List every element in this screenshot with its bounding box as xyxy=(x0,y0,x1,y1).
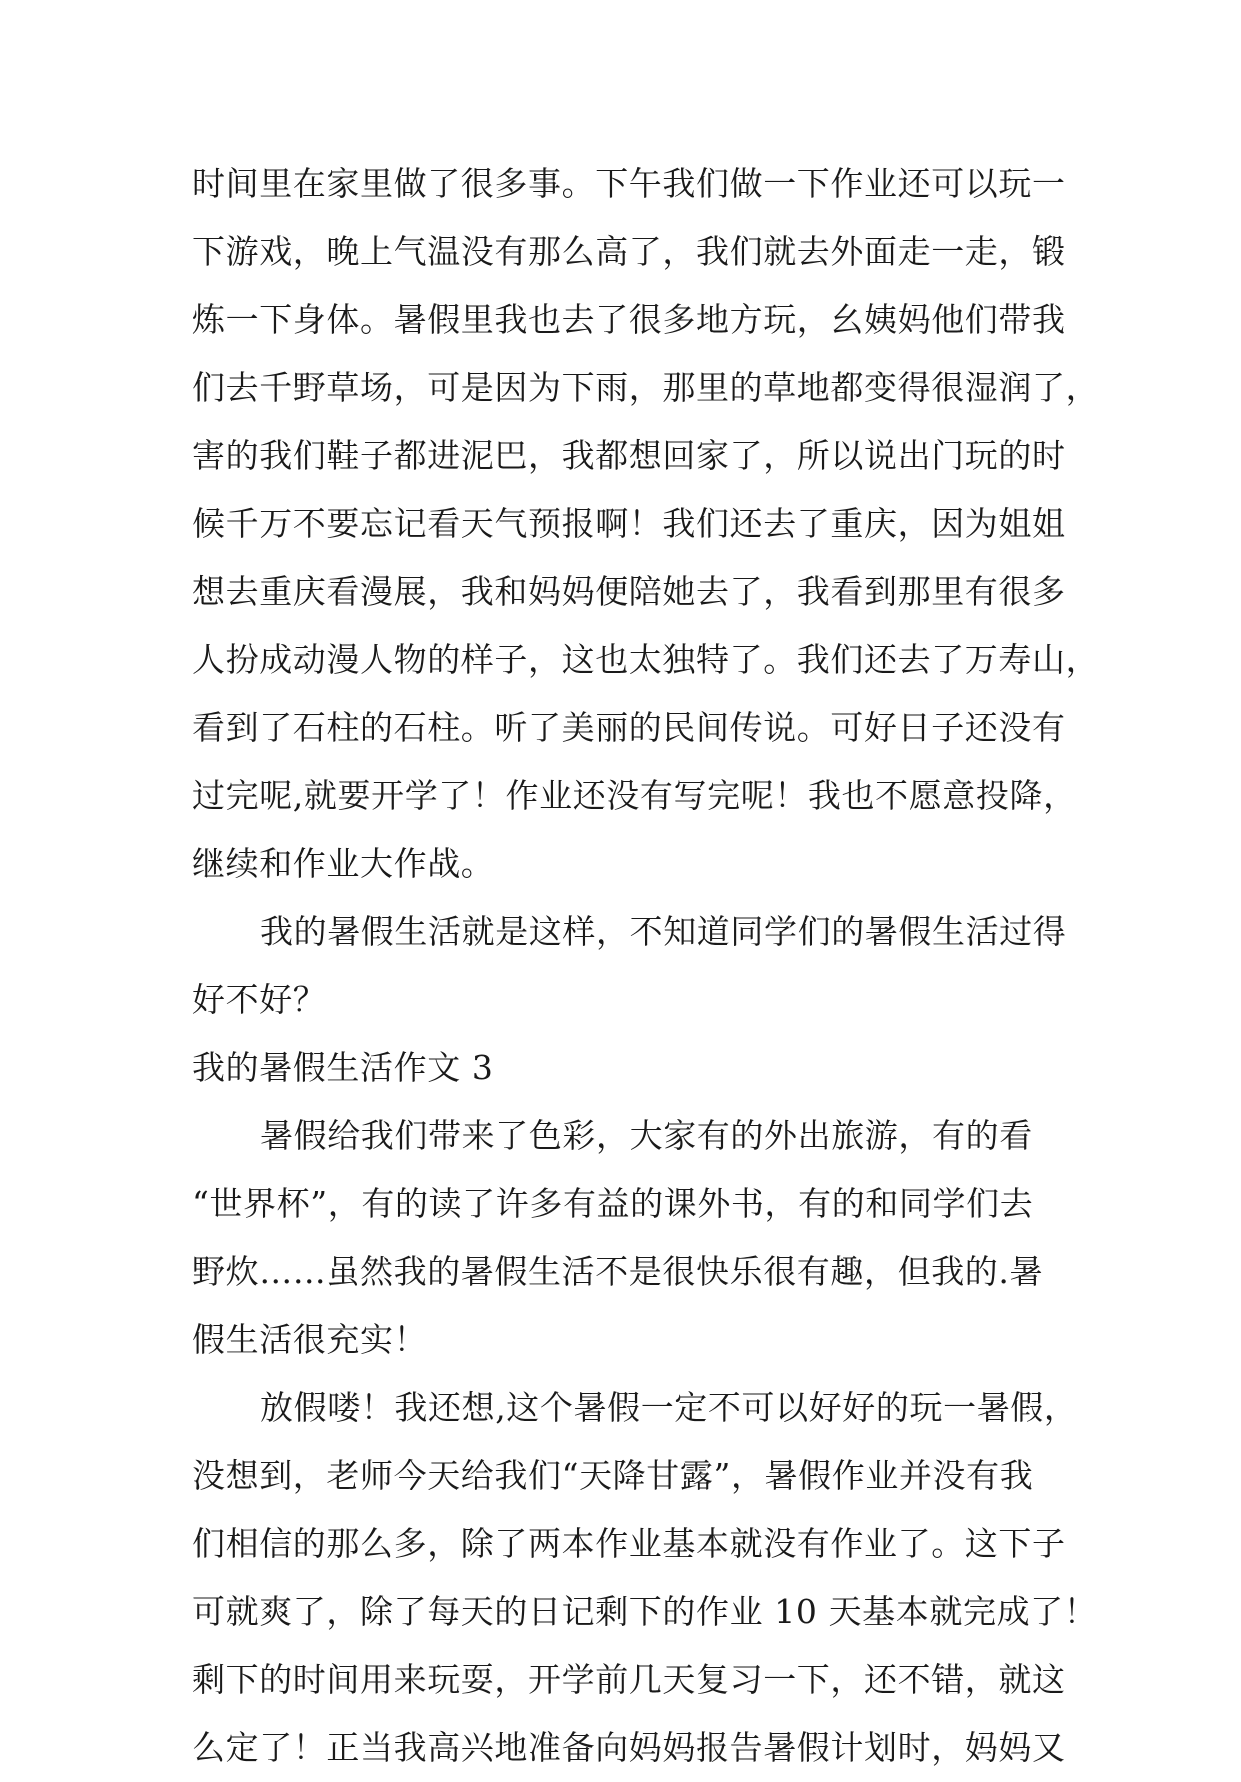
text-line: 过完呢,就要开学了！作业还没有写完呢！我也不愿意投降， xyxy=(192,776,1077,815)
text-line: 时间里在家里做了很多事。下午我们做一下作业还可以玩一 xyxy=(192,164,1066,203)
paragraph-start-line: 放假喽！我还想,这个暑假一定不可以好好的玩一暑假， xyxy=(260,1388,1078,1427)
essay-text xyxy=(192,150,1100,1782)
text-line: 野炊……虽然我的暑假生活不是很快乐很有趣，但我的.暑 xyxy=(192,1252,1044,1291)
text-line: 继续和作业大作战。 xyxy=(192,844,495,883)
text-line: 假生活很充实！ xyxy=(192,1320,428,1359)
text-line: 好不好？ xyxy=(192,980,327,1019)
text-line: 剩下的时间用来玩耍，开学前几天复习一下，还不错，就这 xyxy=(192,1660,1066,1699)
text-line: 炼一下身体。暑假里我也去了很多地方玩，幺姨妈他们带我 xyxy=(192,300,1066,339)
paragraph-start-line: 暑假给我们带来了色彩，大家有的外出旅游，有的看 xyxy=(260,1116,1033,1155)
text-line: 下游戏，晚上气温没有那么高了，我们就去外面走一走，锻 xyxy=(192,232,1066,271)
text-line: 可就爽了，除了每天的日记剩下的作业 10 天基本就完成了！ xyxy=(192,1592,1098,1631)
text-line: “世界杯”，有的读了许多有益的课外书，有的和同学们去 xyxy=(192,1184,1034,1223)
text-line: 看到了石柱的石柱。听了美丽的民间传说。可好日子还没有 xyxy=(192,708,1066,747)
text-line: 么定了！正当我高兴地准备向妈妈报告暑假计划时，妈妈又 xyxy=(192,1728,1066,1767)
text-line: 害的我们鞋子都进泥巴，我都想回家了，所以说出门玩的时 xyxy=(192,436,1066,475)
text-line: 们相信的那么多，除了两本作业基本就没有作业了。这下子 xyxy=(192,1524,1066,1563)
text-line: 们去千野草场，可是因为下雨，那里的草地都变得很湿润了， xyxy=(192,368,1100,407)
section-heading: 我的暑假生活作文 3 xyxy=(192,1048,494,1087)
text-line: 没想到，老师今天给我们“天降甘露”，暑假作业并没有我 xyxy=(192,1456,1034,1495)
paragraph-start-line: 我的暑假生活就是这样，不知道同学们的暑假生活过得 xyxy=(260,912,1067,951)
text-line: 人扮成动漫人物的样子，这也太独特了。我们还去了万寿山， xyxy=(192,640,1100,679)
text-line: 候千万不要忘记看天气预报啊！我们还去了重庆，因为姐姐 xyxy=(192,504,1066,543)
text-line: 想去重庆看漫展，我和妈妈便陪她去了，我看到那里有很多 xyxy=(192,572,1066,611)
